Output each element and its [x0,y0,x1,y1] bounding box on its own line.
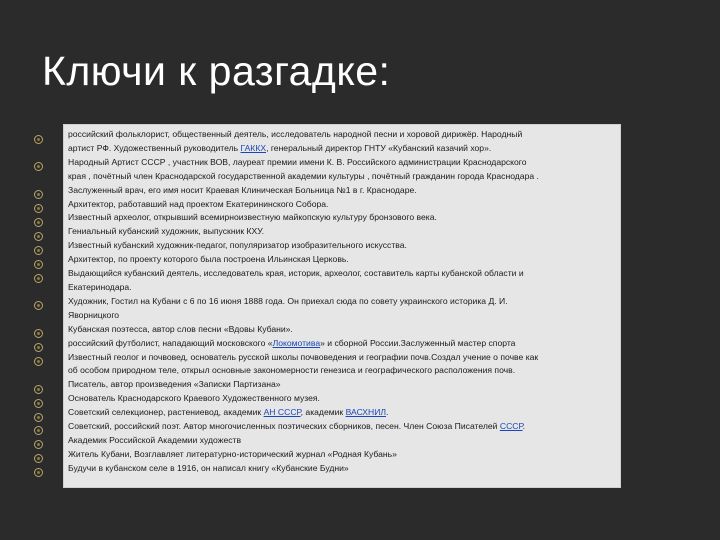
ring-bullet-icon [34,343,43,352]
clue-line [68,378,616,392]
clue-text: , генеральный директор ГНТУ «Кубанский казачий хор». [266,142,492,153]
ring-bullet-icon [34,204,43,213]
clues-box [63,124,621,488]
clue-link[interactable]: АН СССР [263,407,301,418]
ring-bullet-icon [34,218,43,227]
clue-text: , академик [300,407,346,418]
clue-text: Академик Российской Академии художеств [68,434,242,445]
clue-text: Художник, Гостил на Кубани с 6 по 16 июня 1888 года. Он приехал сюда по совету украинского историка Д. И. [68,295,508,306]
clue-text: Архитектор, по проекту которого была построена Ильинская Церковь. [68,254,349,265]
ring-bullet-icon [34,440,43,449]
clue-link[interactable]: Локомотива [272,337,321,348]
ring-bullet-icon [34,190,43,199]
ring-bullet-icon [34,260,43,269]
clue-line [68,364,616,378]
clue-line [68,351,616,365]
ring-bullet-icon [34,385,43,394]
clue-text: Советский селекционер, растениевод, академик [68,407,264,418]
clue-line [68,184,616,198]
clue-text: Кубанская поэтесса, автор слов песни «Вдовы Кубани». [68,323,293,334]
clue-text: Известный кубанский художник-педагог, популяризатор изобразительного искусства. [68,240,407,251]
ring-bullet-icon [34,246,43,255]
ring-bullet-icon [34,162,43,171]
ring-bullet-icon [34,399,43,408]
ring-bullet-icon [34,357,43,366]
ring-bullet-icon [34,329,43,338]
clue-text: Заслуженный врач, его имя носит Краевая Клиническая Больница №1 в г. Краснодаре. [68,184,417,195]
clue-line [68,323,616,337]
clue-text: артист РФ. Художественный руководитель [68,142,241,153]
ring-bullet-icon [34,454,43,463]
clue-line [68,295,616,309]
clue-text: Основатель Краснодарского Краевого Художественного музея. [68,393,320,404]
clue-text: Екатеринодара. [68,281,132,292]
clue-text: Архитектор, работавший над проектом Екатерининского Собора. [68,198,329,209]
clue-line [68,211,616,225]
clue-line [68,392,616,406]
clue-line [68,420,616,434]
clue-text: . [522,421,525,432]
clue-text: Известный археолог, открывший всемирноизвестную майкопскую культуру бронзового века. [68,212,437,223]
clue-text: Выдающийся кубанский деятель, исследователь края, историк, археолог, составитель карты кубанской области и [68,268,524,279]
clue-line [68,225,616,239]
clue-line [68,434,616,448]
clue-line [68,198,616,212]
ring-bullet-icon [34,468,43,477]
clue-text: Советский, российский поэт. Автор многочисленных поэтических сборников, песен. Член Союза Писателей [68,421,500,432]
clue-line [68,267,616,281]
clue-text: Будучи в кубанском селе в 1916, он написал книгу «Кубанские Будни» [68,462,349,473]
clue-text: Писатель, автор произведения «Записки Партизана» [68,379,281,390]
clue-text: российский футболист, нападающий московского « [68,337,273,348]
clue-text: российский фольклорист, общественный деятель, исследователь народной песни и хоровой дирижёр. Народный [68,129,523,139]
ring-bullet-icon [34,232,43,241]
ring-bullet-icon [34,301,43,310]
slide-title: Ключи к разгадке: [42,48,391,94]
clue-line [68,462,616,476]
clue-line [68,128,616,142]
clue-text: » и сборной России.Заслуженный мастер спорта [320,337,516,348]
ring-bullet-icon [34,274,43,283]
clue-text: Яворницкого [68,309,120,320]
clue-line [68,337,616,351]
ring-bullet-icon [34,413,43,422]
clue-text: Житель Кубани, Возглавляет литературно-исторический журнал «Родная Кубань» [68,448,397,459]
clue-text: края , почётный член Краснодарской государственной академии культуры , почётный гражданин города Краснодара . [68,170,539,181]
clue-text: Народный Артист СССР , участник ВОВ, лауреат премии имени К. В. Российского администрации Краснодарского [68,156,527,167]
ring-bullet-icon [34,135,43,144]
clue-line [68,142,616,156]
clue-link[interactable]: СССР [499,421,523,432]
clue-line [68,156,616,170]
clue-line [68,309,616,323]
clue-text: Гениальный кубанский художник, выпускник КХУ. [68,226,264,237]
clue-text: об особом природном теле, открыл основные закономерности генезиса и географического расположения почв. [68,365,516,376]
clue-line [68,448,616,462]
clue-line [68,170,616,184]
clue-text: . [386,407,389,418]
clue-line [68,253,616,267]
clue-link[interactable]: ВАСХНИЛ [345,407,387,418]
clue-text: Известный геолог и почвовед, основатель русской школы почвоведения и географии почв.Создал учение о почве как [68,351,539,362]
ring-bullet-icon [34,426,43,435]
clue-line [68,406,616,420]
clue-link[interactable]: ГАККХ [240,142,267,153]
clue-line [68,281,616,295]
clue-line [68,239,616,253]
